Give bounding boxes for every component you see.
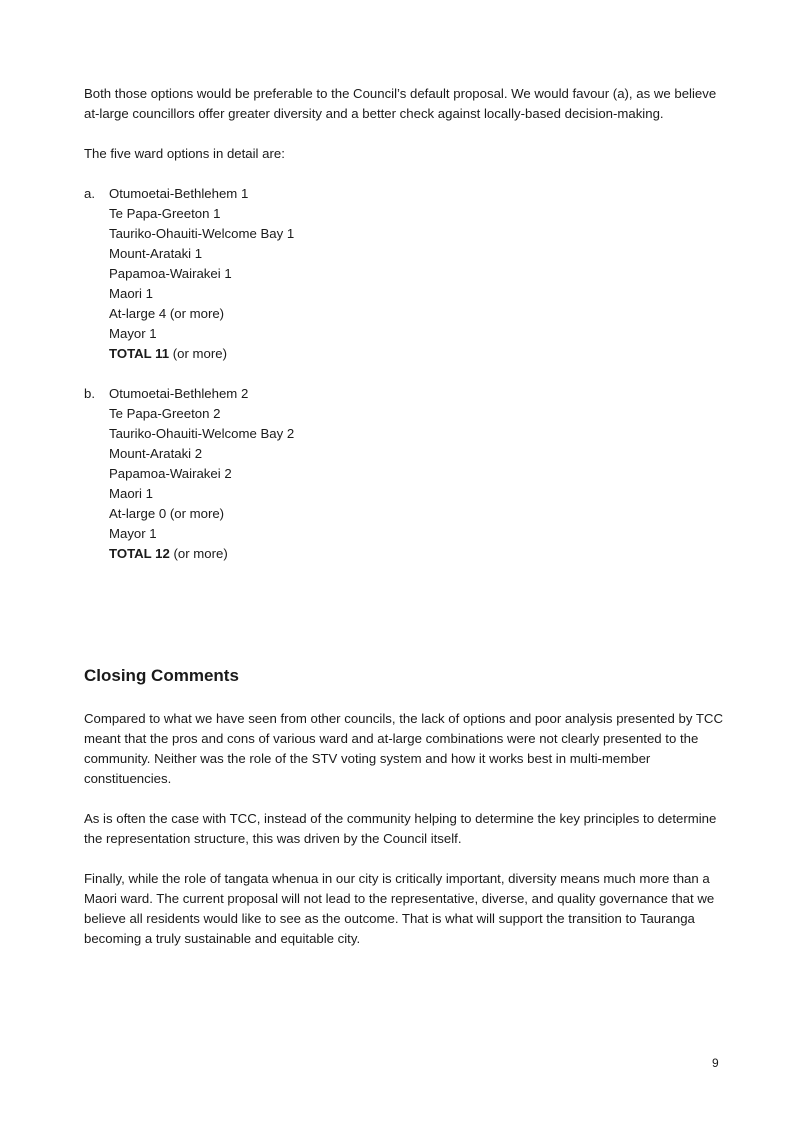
total-line (109, 344, 294, 364)
intro-paragraph: Both those options would be preferable to the Council’s default proposal. We would favour (a), as we believe at-large councillors offer greater diversity and a better check against locally-based decision-making. (84, 86, 717, 121)
list-item: At-large 4 (or more) (109, 306, 225, 321)
option-b (84, 384, 734, 564)
option-lines (109, 384, 294, 564)
list-item: Otumoetai-Bethlehem 2 (109, 386, 249, 401)
list-marker: a. (84, 186, 95, 201)
options-intro: The five ward options in detail are: (84, 146, 285, 161)
list-item: Mount-Arataki 2 (109, 446, 203, 461)
list-item: Tauriko-Ohauiti-Welcome Bay 2 (109, 426, 295, 441)
section-heading: Closing Comments (84, 666, 239, 685)
list-item: Te Papa-Greeton 1 (109, 206, 221, 221)
total-suffix: (or more) (169, 546, 228, 561)
closing-paragraph: Finally, while the role of tangata whenua in our city is critically important, diversity means much more than a Maori ward. The current proposal will not lead to the representative, diverse, and quality governance that we believe all residents would like to see as the outcome. That is what will support the transition to Tauranga becoming a truly sustainable and equitable city. (84, 871, 715, 946)
list-item: Otumoetai-Bethlehem 1 (109, 186, 249, 201)
total-line (109, 544, 294, 564)
list-item: At-large 0 (or more) (109, 506, 225, 521)
list-marker: b. (84, 386, 95, 401)
list-item: Mayor 1 (109, 326, 157, 341)
closing-paragraph: As is often the case with TCC, instead of the community helping to determine the key principles to determine the representation structure, this was driven by the Council itself. (84, 811, 717, 846)
document-body (84, 84, 734, 584)
option-a (84, 184, 734, 364)
list-item: Maori 1 (109, 286, 153, 301)
list-item: Mayor 1 (109, 526, 157, 541)
list-item: Papamoa-Wairakei 2 (109, 466, 232, 481)
list-item: Te Papa-Greeton 2 (109, 406, 221, 421)
total-suffix: (or more) (169, 346, 227, 361)
page-number: 9 (712, 1056, 719, 1070)
list-item: Maori 1 (109, 486, 153, 501)
total-label: TOTAL 12 (109, 546, 170, 561)
closing-paragraph: Compared to what we have seen from other councils, the lack of options and poor analysis presented by TCC meant that the pros and cons of various ward and at-large combinations were not clearly presented to the community. Neither was the role of the STV voting system and how it works best in multi-member constituencies. (84, 711, 723, 786)
total-label: TOTAL 11 (109, 346, 170, 361)
list-item: Tauriko-Ohauiti-Welcome Bay 1 (109, 226, 295, 241)
list-item: Mount-Arataki 1 (109, 246, 203, 261)
list-item: Papamoa-Wairakei 1 (109, 266, 232, 281)
option-lines (109, 184, 294, 364)
closing-section (84, 709, 734, 969)
